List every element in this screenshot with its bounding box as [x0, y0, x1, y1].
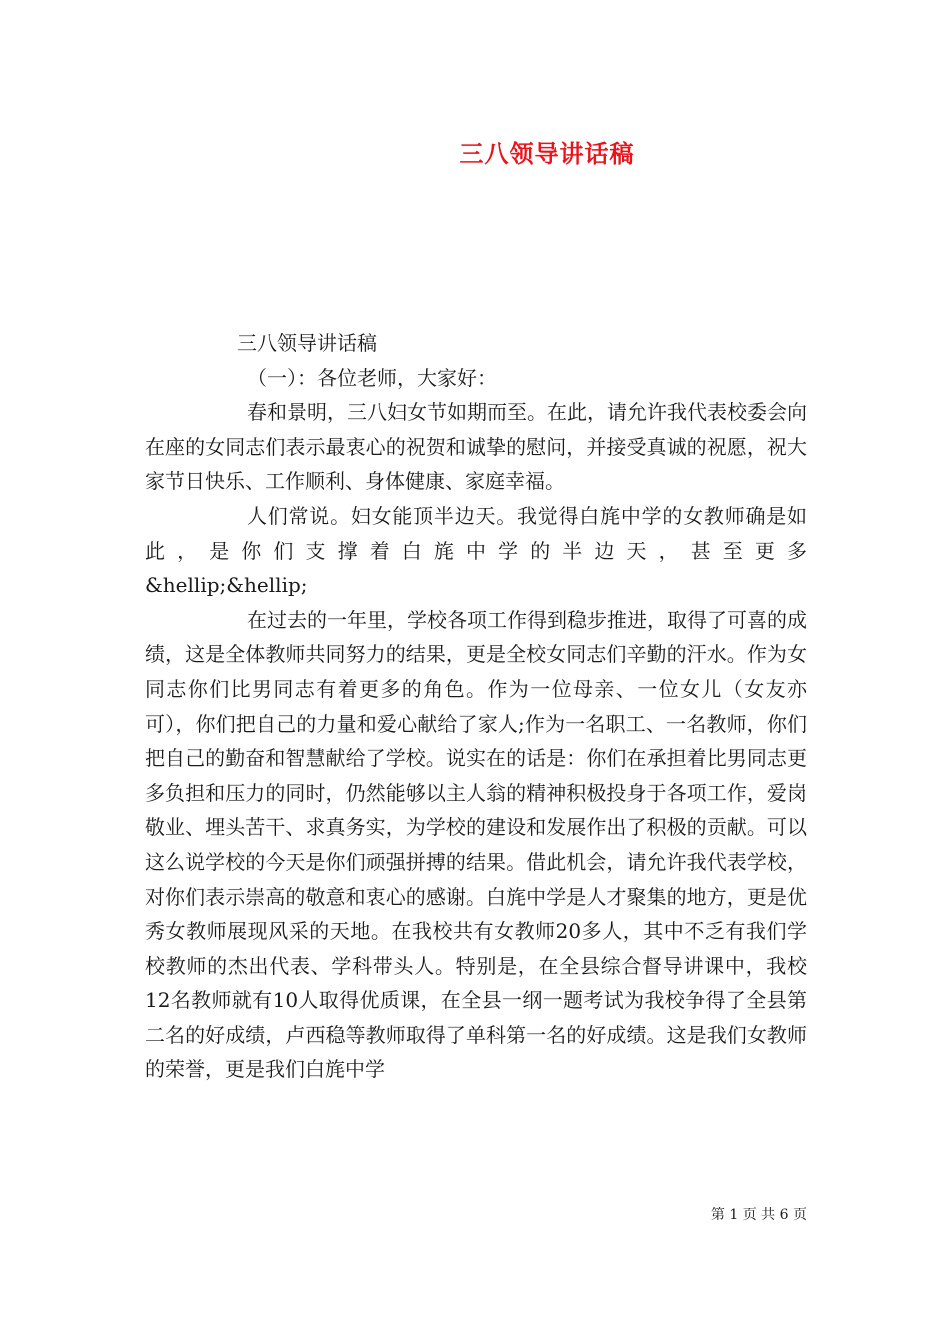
paragraph-2: 人们常说。妇女能顶半边天。我觉得白旄中学的女教师确是如此，是你们支撑着白旄中学的半边天，甚至更多	[145, 503, 807, 563]
document-subtitle: 三八领导讲话稿	[237, 331, 377, 355]
paragraph-3: 在过去的一年里，学校各项工作得到稳步推进，取得了可喜的成绩，这是全体教师共同努力的结果，更是全校女同志们辛勤的汗水。作为女同志你们比男同志有着更多的角色。作为一位母亲、一位女儿（女友亦可），你们把自己的力量和爱心献给了家人;作为一名职工、一名教师，你们把自己的勤奋和智慧献给了学校。说实在的话是：你们在承担着比男同志更多负担和压力的同时，仍然能够以主人翁的精神积极投身于各项工作，爱岗敬业、埋头苦干、求真务实，为学校的建设和发展作出了积极的贡献。可以这么说学校的今天是你们顽强拼搏的结果。借此机会，请允许我代表学校，对你们表示崇高的敬意和衷心的感谢。白旄中学是人才聚集的地方，更是优秀女教师展现风采的天地。在我校共有女教师20多人，其中不乏有我们学校教师的杰出代表、学科带头人。特别是，在全县综合督导讲课中，我校12名教师就有10人取得优质课，在全县一纲一题考试为我校争得了全县第二名的好成绩，卢西稳等教师取得了单科第一名的好成绩。这是我们女教师的荣誉，更是我们白旄中学	[145, 607, 807, 1082]
paragraph-1: 春和景明，三八妇女节如期而至。在此，请允许我代表校委会向在座的女同志们表示最衷心的祝贺和诚挚的慰问，并接受真诚的祝愿，祝大家节日快乐、工作顺利、身体健康、家庭幸福。	[145, 400, 807, 494]
greeting-line: （一）：各位老师，大家好：	[247, 365, 497, 390]
footer-total-pages: 6	[779, 1207, 789, 1223]
footer-suffix: 页	[793, 1207, 807, 1223]
document-body	[145, 326, 807, 1087]
paragraph-2-ellipsis: &hellip;&hellip;	[145, 573, 308, 598]
footer-middle: 页 共	[742, 1207, 776, 1223]
document-title: 三八领导讲话稿	[459, 140, 635, 168]
footer-page-number: 1	[729, 1207, 739, 1223]
page-footer	[711, 1204, 807, 1224]
footer-prefix: 第	[710, 1207, 725, 1223]
